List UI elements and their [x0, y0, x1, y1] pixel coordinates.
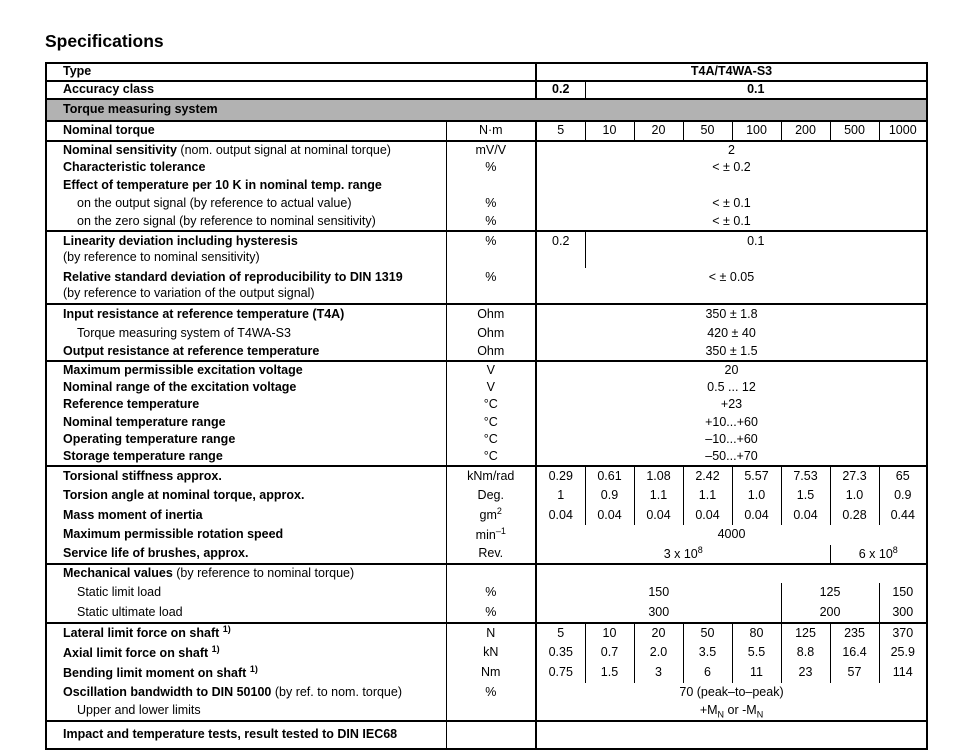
unit-cell: Deg.: [446, 486, 536, 506]
value-cell: 3: [634, 663, 683, 683]
row-max-rotation-speed: [46, 525, 927, 545]
value-cell: 150: [536, 583, 781, 603]
value-cell: 10: [585, 623, 634, 643]
row-reproducibility: [46, 268, 927, 304]
value-cell: 370: [879, 623, 927, 643]
value-superscript: 8: [892, 545, 898, 555]
row-characteristic-tolerance: [46, 159, 927, 177]
label-cell: Service life of brushes, approx.: [63, 546, 249, 561]
value-subscript: N: [756, 709, 764, 720]
value-cell: 300: [536, 603, 781, 623]
label-cell: Reference temperature: [63, 397, 200, 412]
value-cell: 2.0: [634, 643, 683, 663]
label-note: (by reference to nominal sensitivity): [63, 249, 260, 264]
value-cell: 20: [634, 121, 683, 141]
value-cell: 27.3: [830, 466, 879, 486]
row-temp-effect-zero-signal: [46, 213, 927, 231]
row-torsion-angle: [46, 486, 927, 506]
unit-cell: Ohm: [446, 304, 536, 324]
label-cell: Type: [63, 64, 92, 79]
row-nominal-sensitivity: [46, 141, 927, 159]
value-cell: < ± 0.05: [536, 268, 927, 304]
value-cell: 0.04: [585, 506, 634, 525]
row-linearity-deviation: [46, 231, 927, 268]
unit-cell: %: [446, 268, 536, 304]
value-cell: 7.53: [781, 466, 830, 486]
label-cell: [46, 564, 446, 583]
value-cell: 1.08: [634, 466, 683, 486]
label-cell: Static ultimate load: [77, 604, 183, 619]
label-cell: Static limit load: [77, 585, 162, 600]
unit-cell: Nm: [446, 663, 536, 683]
footnote-marker: 1): [222, 624, 231, 635]
label-cell: Maximum permissible rotation speed: [63, 527, 284, 542]
value-cell: +10...+60: [536, 414, 927, 431]
unit-cell: %: [446, 603, 536, 623]
value-cell: 0.2: [536, 231, 585, 268]
value-cell: 5.5: [732, 643, 781, 663]
unit-cell: kNm/rad: [446, 466, 536, 486]
value-cell: 25.9: [879, 643, 927, 663]
value-cell: 0.9: [879, 486, 927, 506]
label-cell: Mass moment of inertia: [63, 507, 203, 522]
value-cell: 500: [830, 121, 879, 141]
unit-superscript: 2: [496, 506, 502, 517]
unit-cell: kN: [446, 643, 536, 663]
row-storage-temperature-range: [46, 449, 927, 466]
unit-cell: °C: [446, 431, 536, 449]
value-cell: 1.1: [634, 486, 683, 506]
row-upper-lower-limits: [46, 702, 927, 721]
value-cell: 5: [536, 121, 585, 141]
label-cell: Accuracy class: [46, 81, 536, 99]
value-cell: < ± 0.2: [536, 159, 927, 177]
value-subscript: N: [717, 709, 725, 720]
value-text: +M: [699, 702, 718, 717]
label-cell: Input resistance at reference temperature (T4A): [46, 304, 446, 324]
value-cell: 0.1: [585, 231, 927, 268]
label-text: Bending limit moment on shaft: [63, 665, 247, 680]
footnote-marker: 1): [249, 663, 258, 674]
label-cell: Effect of temperature per 10 K in nominal temp. range: [63, 178, 382, 193]
value-cell: [536, 564, 927, 583]
row-nominal-torque: [46, 121, 927, 141]
row-bending-limit-moment: [46, 663, 927, 683]
value-cell: 80: [732, 623, 781, 643]
label-cell: Nominal torque: [46, 121, 446, 141]
value-superscript: 8: [697, 545, 703, 555]
label-text: Mechanical values: [63, 566, 173, 581]
value-cell: 350 ± 1.5: [536, 343, 927, 361]
value-cell: 65: [879, 466, 927, 486]
row-max-excitation-voltage: [46, 361, 927, 379]
unit-text: min: [475, 527, 496, 542]
row-temperature-effect-header: [46, 177, 927, 195]
value-cell: [536, 702, 927, 721]
unit-cell: [446, 702, 536, 721]
page-title: Specifications: [45, 31, 164, 51]
value-cell: –10...+60: [536, 431, 927, 449]
value-cell: 1: [536, 486, 585, 506]
value-cell: 0.61: [585, 466, 634, 486]
row-output-resistance: [46, 343, 927, 361]
unit-cell: [446, 506, 536, 525]
value-cell: 2: [536, 141, 927, 159]
value-cell: 20: [634, 623, 683, 643]
value-cell: 0.1: [585, 81, 927, 99]
row-temp-effect-output-signal: [46, 195, 927, 213]
value-cell: 100: [732, 121, 781, 141]
label-cell: Impact and temperature tests, result tested to DIN IEC68: [46, 721, 446, 749]
value-cell: 11: [732, 663, 781, 683]
label-cell: on the output signal (by reference to actual value): [77, 196, 352, 211]
row-mechanical-values-header: [46, 564, 927, 583]
unit-cell: V: [446, 379, 536, 396]
row-torsional-stiffness: [46, 466, 927, 486]
footnote-marker: 1): [211, 643, 220, 654]
unit-cell: °C: [446, 449, 536, 466]
row-input-resistance: [46, 304, 927, 324]
label-cell: Storage temperature range: [63, 449, 223, 464]
value-cell: 0.29: [536, 466, 585, 486]
value-cell: +23: [536, 396, 927, 414]
value-cell: < ± 0.1: [536, 195, 927, 213]
unit-cell: Ohm: [446, 324, 536, 343]
value-cell: 0.44: [879, 506, 927, 525]
row-nominal-temperature-range: [46, 414, 927, 431]
value-cell: 114: [879, 663, 927, 683]
label-note: (by reference to variation of the output signal): [63, 285, 315, 300]
value-cell: 3.5: [683, 643, 732, 663]
row-axial-limit-force: [46, 643, 927, 663]
row-reference-temperature: [46, 396, 927, 414]
value-cell: 0.2: [536, 81, 585, 99]
label-cell: [46, 268, 446, 304]
value-cell: [536, 177, 927, 195]
value-cell: 0.04: [781, 506, 830, 525]
value-cell: 235: [830, 623, 879, 643]
value-cell: [536, 545, 830, 564]
row-operating-temperature-range: [46, 431, 927, 449]
row-static-limit-load: [46, 583, 927, 603]
row-service-life-brushes: [46, 545, 927, 564]
value-cell: 1000: [879, 121, 927, 141]
value-cell: [830, 545, 927, 564]
value-cell: 5: [536, 623, 585, 643]
unit-cell: Ohm: [446, 343, 536, 361]
unit-cell: %: [446, 213, 536, 231]
label-cell: Output resistance at reference temperature: [63, 343, 320, 358]
value-cell: 350 ± 1.8: [536, 304, 927, 324]
label-note: (by ref. to nom. torque): [274, 684, 402, 699]
unit-cell: %: [446, 195, 536, 213]
unit-cell: %: [446, 683, 536, 702]
value-cell: 125: [781, 623, 830, 643]
label-note: (nom. output signal at nominal torque): [180, 142, 391, 157]
row-static-ultimate-load: [46, 603, 927, 623]
unit-cell: %: [446, 583, 536, 603]
value-cell: T4A/T4WA-S3: [536, 63, 927, 81]
unit-cell: [446, 525, 536, 545]
label-cell: [46, 643, 446, 663]
value-cell: < ± 0.1: [536, 213, 927, 231]
value-text: 3 x 10: [663, 546, 698, 561]
row-clipped-partial: [46, 721, 927, 749]
label-cell: Torque measuring system of T4WA-S3: [77, 325, 291, 340]
unit-cell: N: [446, 623, 536, 643]
value-cell: 50: [683, 121, 732, 141]
unit-cell: [446, 177, 536, 195]
value-cell: 0.04: [634, 506, 683, 525]
section-header-torque-measuring-system: [46, 99, 927, 121]
value-cell: 1.5: [781, 486, 830, 506]
value-cell: 1.0: [830, 486, 879, 506]
label-text: Nominal sensitivity: [63, 142, 177, 157]
value-cell: 16.4: [830, 643, 879, 663]
row-type: [46, 63, 927, 81]
label-cell: Nominal range of the excitation voltage: [63, 379, 297, 394]
label-cell: Characteristic tolerance: [63, 160, 206, 175]
label-text: Linearity deviation including hysteresis: [63, 234, 298, 248]
value-cell: 1.0: [732, 486, 781, 506]
value-cell: 0.35: [536, 643, 585, 663]
specifications-table: [45, 62, 928, 750]
value-cell: 0.75: [536, 663, 585, 683]
row-accuracy-class: [46, 81, 927, 99]
label-cell: Torsion angle at nominal torque, approx.: [63, 488, 305, 503]
value-cell: 23: [781, 663, 830, 683]
value-cell: 50: [683, 623, 732, 643]
unit-cell: °C: [446, 414, 536, 431]
value-cell: 8.8: [781, 643, 830, 663]
value-cell: 10: [585, 121, 634, 141]
row-oscillation-bandwidth: [46, 683, 927, 702]
unit-cell: [446, 564, 536, 583]
label-text: Axial limit force on shaft: [63, 645, 209, 660]
label-cell: Torsional stiffness approx.: [46, 466, 446, 486]
row-nominal-excitation-range: [46, 379, 927, 396]
label-cell: on the zero signal (by reference to nominal sensitivity): [77, 213, 376, 228]
label-cell: Upper and lower limits: [77, 703, 201, 718]
value-cell: 0.28: [830, 506, 879, 525]
label-cell: Operating temperature range: [63, 432, 236, 447]
label-text: Oscillation bandwidth to DIN 50100: [63, 684, 272, 699]
label-cell: [46, 683, 446, 702]
value-cell: 5.57: [732, 466, 781, 486]
value-cell: 0.9: [585, 486, 634, 506]
label-cell: [46, 623, 446, 643]
value-cell: 70 (peak–to–peak): [536, 683, 927, 702]
unit-cell: N·m: [446, 121, 536, 141]
unit-cell: [446, 721, 536, 749]
value-cell: 6: [683, 663, 732, 683]
value-cell: 20: [536, 361, 927, 379]
label-cell: Maximum permissible excitation voltage: [46, 361, 446, 379]
unit-cell: %: [446, 231, 536, 268]
value-text: or -M: [724, 702, 757, 717]
value-cell: –50...+70: [536, 449, 927, 466]
label-cell: [46, 663, 446, 683]
label-cell: [46, 231, 446, 268]
value-cell: 200: [781, 121, 830, 141]
value-cell: 150: [879, 583, 927, 603]
value-cell: 0.04: [683, 506, 732, 525]
value-cell: 0.04: [732, 506, 781, 525]
unit-cell: V: [446, 361, 536, 379]
section-title: Torque measuring system: [46, 99, 927, 121]
row-t4wa-resistance: [46, 324, 927, 343]
value-cell: 0.5 ... 12: [536, 379, 927, 396]
value-cell: 2.42: [683, 466, 732, 486]
row-mass-moment-inertia: [46, 506, 927, 525]
value-text: 6 x 10: [858, 546, 893, 561]
row-lateral-limit-force: [46, 623, 927, 643]
value-cell: 4000: [536, 525, 927, 545]
value-cell: 0.7: [585, 643, 634, 663]
unit-cell: %: [446, 159, 536, 177]
label-note: (by reference to nominal torque): [176, 566, 355, 581]
value-cell: 57: [830, 663, 879, 683]
unit-cell: mV/V: [446, 141, 536, 159]
label-cell: Nominal temperature range: [63, 414, 226, 429]
unit-cell: °C: [446, 396, 536, 414]
unit-text: gm: [479, 508, 497, 523]
value-cell: 125: [781, 583, 879, 603]
unit-cell: Rev.: [446, 545, 536, 564]
label-text: Lateral limit force on shaft: [63, 626, 220, 641]
value-cell: 1.5: [585, 663, 634, 683]
value-cell: [536, 721, 927, 749]
label-cell: [46, 141, 446, 159]
value-cell: 300: [879, 603, 927, 623]
value-cell: 0.04: [536, 506, 585, 525]
value-cell: 200: [781, 603, 879, 623]
unit-superscript: –1: [495, 525, 506, 536]
value-cell: 1.1: [683, 486, 732, 506]
label-text: Relative standard deviation of reproducibility to DIN 1319: [63, 270, 403, 284]
value-cell: 420 ± 40: [536, 324, 927, 343]
